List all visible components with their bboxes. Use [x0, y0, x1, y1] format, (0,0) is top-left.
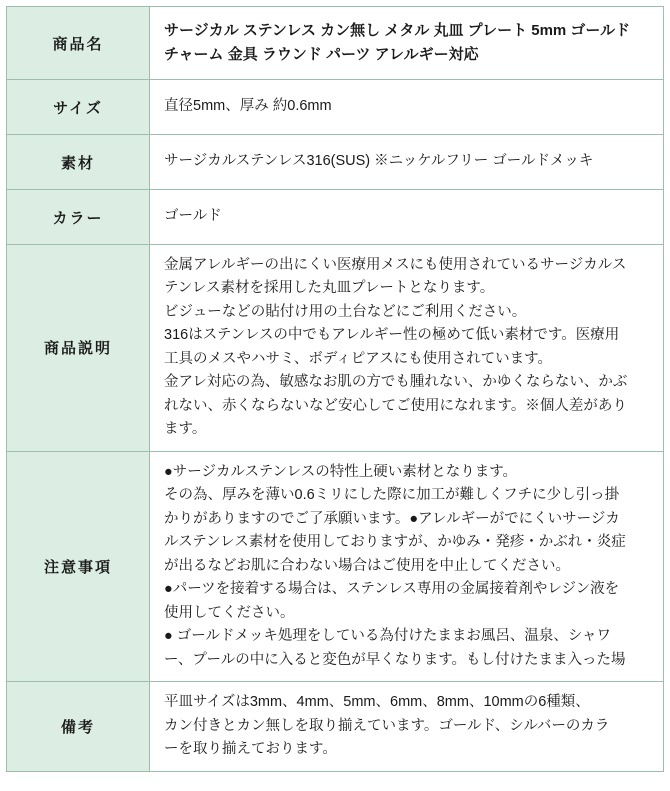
table-row [7, 451, 664, 681]
text-line: ゴールド [164, 208, 222, 225]
row-value-material [150, 135, 664, 190]
text-line: 平皿サイズは3mm、4mm、5mm、6mm、8mm、10mmの6種類、 [164, 694, 590, 711]
product-spec-table [6, 6, 664, 772]
row-value-size [150, 80, 664, 135]
table-row [7, 7, 664, 80]
text-line: サージカルステンレス316(SUS) ※ニッケルフリー ゴールドメッキ [164, 153, 594, 170]
row-value-caution [150, 451, 664, 681]
text-line: 直径5mm、厚み 約0.6mm [164, 98, 332, 115]
table-row [7, 682, 664, 771]
table-row [7, 190, 664, 245]
row-header-remarks: 備考 [7, 682, 150, 771]
text-line: チャーム 金具 ラウンド パーツ アレルギー対応 [164, 46, 479, 63]
table-row [7, 135, 664, 190]
text-line: 金アレ対応の為、敏感なお肌の方でも腫れない、かゆくならない、かぶ [164, 374, 628, 391]
text-line: ●パーツを接着する場合は、ステンレス専用の金属接着剤やレジン液を [164, 581, 620, 598]
text-line: ●サージカルステンレスの特性上硬い素材となります。 [164, 463, 518, 480]
text-line: ● ゴールドメッキ処理をしている為付けたままお風呂、温泉、シャワ [164, 628, 612, 645]
row-header-caution: 注意事項 [7, 451, 150, 681]
text-line: れない、赤くならないなど安心してご使用になれます。※個人差があり [164, 397, 627, 414]
row-header-color: カラー [7, 190, 150, 245]
table-row [7, 80, 664, 135]
text-line: ルステンレス素材を使用しておりますが、かゆみ・発疹・かぶれ・炎症 [164, 534, 626, 551]
text-line: 金属アレルギーの出にくい医療用メスにも使用されているサージカルス [164, 257, 627, 273]
text-line: ます。 [164, 421, 207, 438]
row-header-product-name: 商品名 [7, 7, 150, 80]
row-header-material: 素材 [7, 135, 150, 190]
text-line: カン付きとカン無しを取り揃えています。ゴールド、シルバーのカラ [164, 717, 610, 734]
text-line: ーを取り揃えております。 [164, 741, 337, 758]
text-line: 316はステンレスの中でもアレルギー性の極めて低い素材です。医療用 [164, 327, 620, 344]
text-line: サージカル ステンレス カン無し メタル 丸皿 プレート 5mm ゴールド [164, 22, 631, 39]
text-line: かりがありますのでご了承願います。●アレルギーがでにくいサージカ [164, 510, 620, 527]
text-line: 工具のメスやハサミ、ボディピアスにも使用されています。 [164, 350, 553, 367]
table-row [7, 245, 664, 452]
row-value-description [150, 245, 664, 452]
row-header-description: 商品説明 [7, 245, 150, 452]
text-line: が出るなどお肌に合わない場合はご使用を中止してください。 [164, 557, 570, 574]
text-line: その為、厚みを薄い0.6ミリにした際に加工が難しくフチに少し引っ掛 [164, 487, 620, 504]
text-line: テンレス素材を採用した丸皿プレートとなります。 [164, 280, 495, 297]
spec-table-body [7, 7, 664, 772]
row-header-size: サイズ [7, 80, 150, 135]
text-line: 使用してください。 [164, 604, 295, 621]
row-value-color [150, 190, 664, 245]
row-value-product-name [150, 7, 664, 80]
text-line: ビジューなどの貼付け用の土台などにご利用ください。 [164, 303, 527, 320]
text-line: ー、プールの中に入ると変色が早くなります。もし付けたまま入った場 [164, 651, 626, 668]
row-value-remarks [150, 682, 664, 771]
